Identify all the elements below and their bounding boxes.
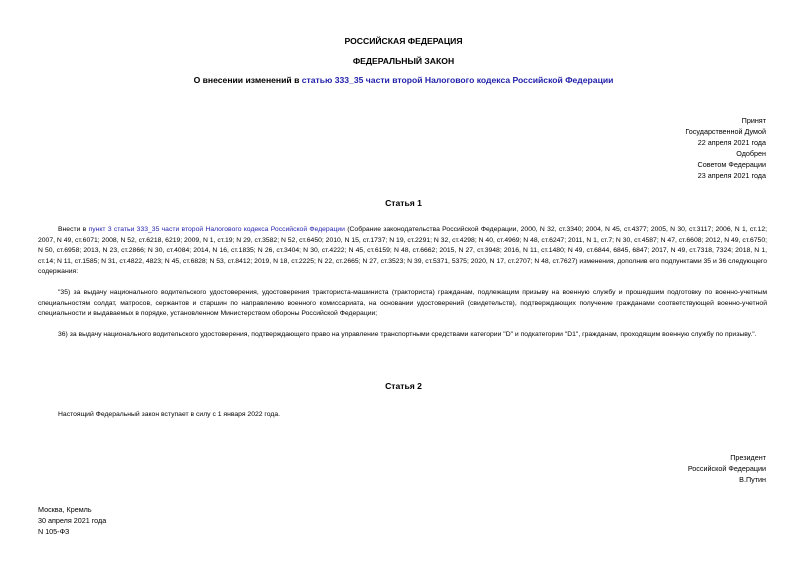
country-heading: РОССИЙСКАЯ ФЕДЕРАЦИЯ xyxy=(344,36,463,46)
place-city: Москва, Кремль xyxy=(38,505,92,514)
document-type: ФЕДЕРАЛЬНЫЙ ЗАКОН xyxy=(352,56,455,66)
adopted-date: 22 апреля 2021 года xyxy=(697,138,766,147)
article-1-heading: Статья 1 xyxy=(385,198,422,208)
adoption-block xyxy=(685,115,766,181)
intro-link-clause[interactable]: пункт 3 статьи 333_35 xyxy=(88,226,160,233)
signer-country: Российской Федерации xyxy=(687,464,766,473)
article-1-intro xyxy=(38,225,767,278)
article-2-text: Настоящий Федеральный закон вступает в силу с 1 января 2022 года. xyxy=(58,411,281,418)
intro-rest: (Собрание законодательства Российской Федерации, 2000, N 32, ст.3340; 2004, N 45, ст.4377; 2005, N 30, ст.3117; 2006, N 1, ст.12; 2007, N 49, ст.6071; 2008, N 52, ст.6218, 6219; 2009, N 1, ст.19; N 29, ст.3582; N 52, ст.6450; 2010, N 15, ст.1737; N 19, ст.2291; N 32, ст.4298; N 40, ст.4969; N 48, ст.6247; 2011, N 1, ст.7; N 30, ст.4587; N 47, ст.6608; 2012, N 49, ст.6750; N 50, ст.6958; 2013, N 23, ст.2866; N 30, ст.4084; 2014, N 16, ст.1835; N 26, ст.3404; N 30, ст.4222; N 45, ст.6159; N 48, ст.6662; 2015, N 27, ст.3948; 2016, N 11, ст.1480; N 49, ст.6844, 6845, 6847; 2017, N 49, ст.7318, 7324; 2018, N 1, ст.14; N 11, ст.1585; N 31, ст.4822, 4823; N 45, ст.6828; N 53, ст.8412; 2019, N 18, ст.2225; N 22, ст.2665; N 27, ст.3523; N 39, ст.5371, 5375; 2020, N 17, ст.2707; N 48, ст.7627) изменения, дополнив его подпунктами 35 и 36 следующего содержания: xyxy=(38,226,767,276)
approved-date: 23 апреля 2021 года xyxy=(697,171,766,180)
signing-date: 30 апреля 2021 года xyxy=(38,516,107,525)
item-36: 36) за выдачу национального водительского удостоверения, подтверждающего право на управление транспортными средствами категории "D" и подкатегории "D1", гражданам, проходящим военную службу по призыву.". xyxy=(58,331,757,338)
intro-prefix: Внести в xyxy=(58,226,89,233)
adopted-label: Принят xyxy=(741,116,766,125)
law-title xyxy=(0,75,807,85)
signer-name: В.Путин xyxy=(739,475,766,484)
signer-title: Президент xyxy=(730,453,766,462)
article-2-heading: Статья 2 xyxy=(385,381,422,391)
law-title-link[interactable]: статью 333_35 части второй Налогового кодекса Российской Федерации xyxy=(301,75,614,85)
law-number: N 105-ФЗ xyxy=(38,527,70,536)
item-35: "35) за выдачу национального водительского удостоверения, удостоверения тракториста-машиниста (тракториста) гражданам, подлежащим призыву на военную службу и прошедшим подготовку по военно-учетным специальностям солдат, матросов, сержантов и старшин по направлению военного комиссариата, на основании удостоверений (свидетельств), подтверждающих получение гражданами соответствующей военно-учетной специальности и выдаваемых в порядке, установленном Министерством обороны Российской Федерации; xyxy=(38,289,767,318)
approved-label: Одобрен xyxy=(736,149,766,158)
adopted-by: Государственной Думой xyxy=(685,127,766,136)
place-block xyxy=(38,504,106,537)
law-title-prefix: О внесении изменений в xyxy=(193,75,302,85)
signature-block xyxy=(688,452,766,485)
intro-link-code[interactable]: части второй Налогового кодекса Российской Федерации xyxy=(161,226,345,233)
approved-by: Советом Федерации xyxy=(697,160,766,169)
